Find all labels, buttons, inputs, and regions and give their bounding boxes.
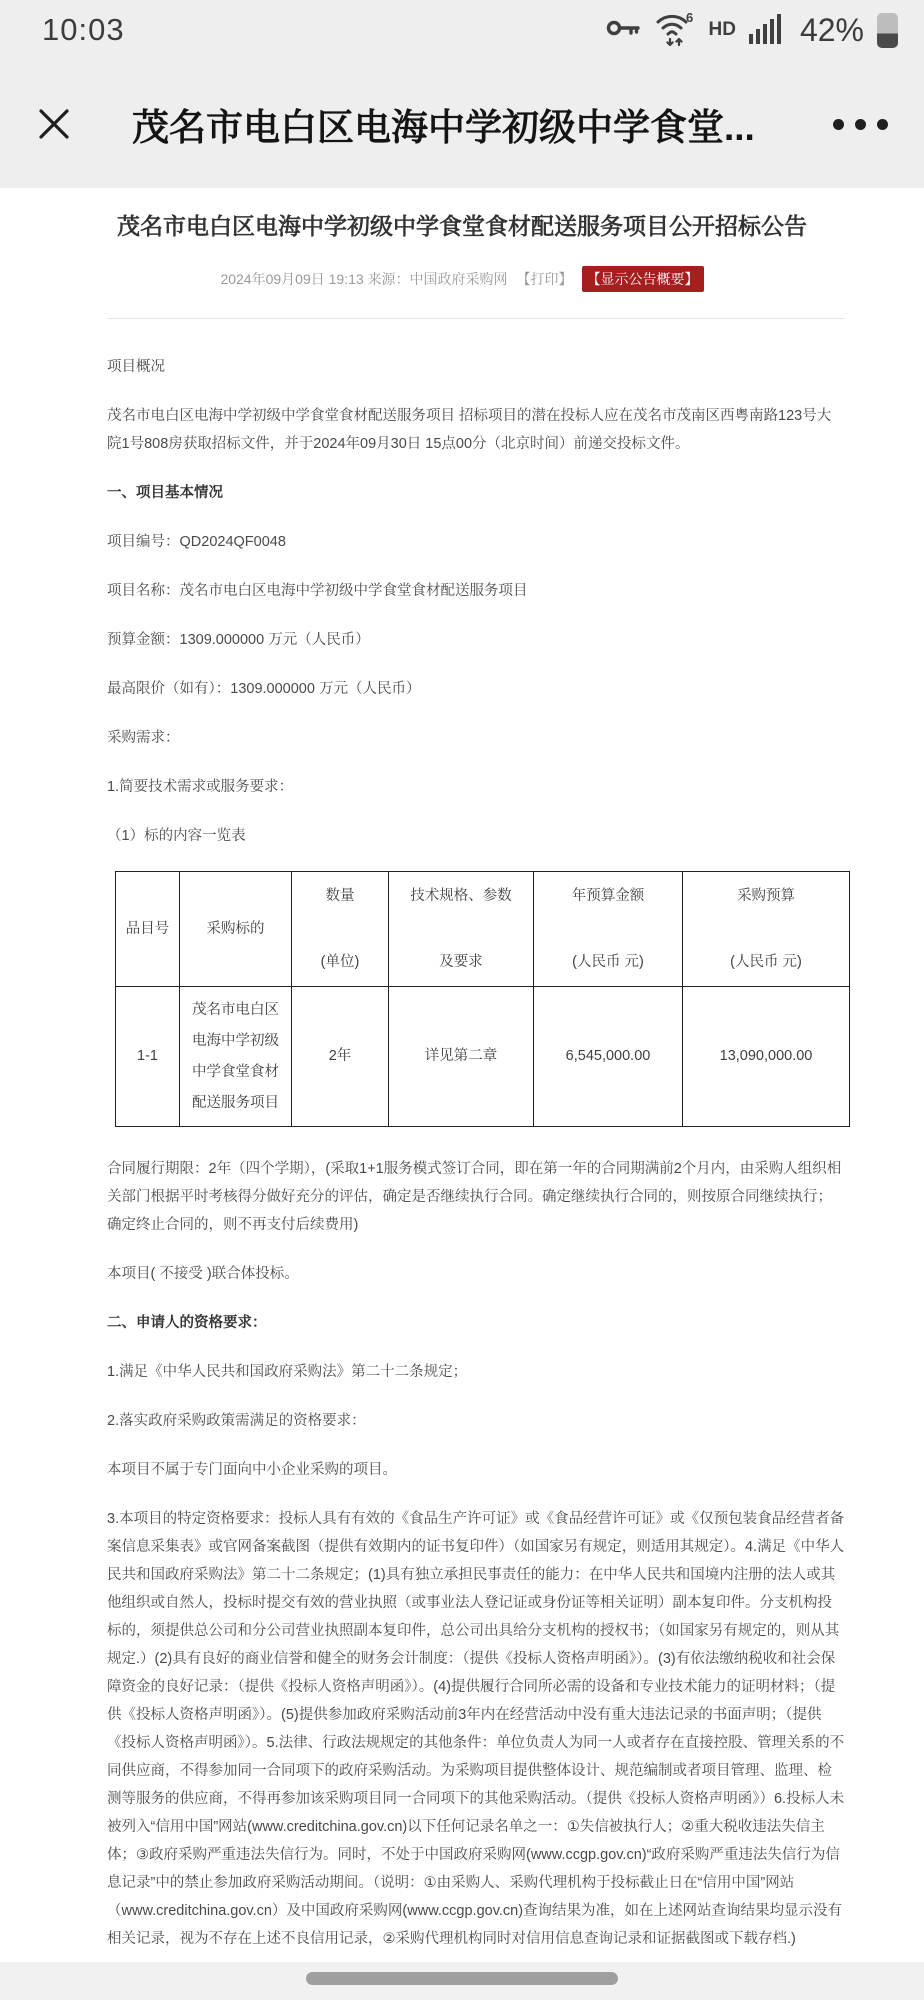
section-heading-basic-info: 一、项目基本情况 [107,485,223,501]
wifi6-icon [654,9,696,52]
status-bar [0,0,924,60]
vpn-key-icon [605,13,641,48]
header-label: 年预算金额 [571,888,645,904]
paragraph-subject-table-label: （1）标的内容一览表 [107,828,246,844]
paragraph-not-sme: 本项目不属于专门面向中小企业采购的项目。 [107,1462,397,1478]
more-dot [855,119,866,130]
page-title-truncated: 茂名市电白区电海中学初级中学食堂... [132,107,755,148]
article-meta-row [0,266,924,292]
col-annual-budget [534,872,683,987]
cell-procurement-budget: 13,090,000.00 [683,987,850,1127]
paragraph-specific-qualification: 3.本项目的特定资格要求：投标人具有有效的《食品生产许可证》或《食品经营许可证》或《仅预包装食品经营者备案信息采集表》或官网备案截图（提供有效期内的证书复印件）（如国家另有规定，则适用其规定）。4.满足《中华人民共和国政府采购法》第二十二条规定；(1)具有独立承担民事责任的能力：在中华人民共和国境内注册的法人或其他组织或自然人，投标时提交有效的营业执照（或事业法人登记证或身份证等相关证明）副本复印件。分支机构投标的，须提供总公司和分公司营业执照副本复印件，总公司出具给分支机构的授权书；（如国家另有规定的，则从其规定.）(2)具有良好的商业信誉和健全的财务会计制度：（提供《投标人资格声明函》）。(3)有依法缴纳税收和社会保障资金的良好记录：（提供《投标人资格声明函》）。(4)提供履行合同所必需的设备和专业技术能力的证明材料；（提供《投标人资格声明函》）。(5)提供参加政府采购活动前3年内在经营活动中没有重大违法记录的书面声明；（提供《投标人资格声明函》）。5.法律、行政法规规定的其他条件：单位负责人为同一人或者存在直接控股、管理关系的不同供应商，不得参加同一合同项下的政府采购活动。为采购项目提供整体设计、规范编制或者项目管理、监理、检测等服务的供应商，不得再参加该采购项目同一合同项下的其他采购活动。（提供《投标人资格声明函》）6.投标人未被列入“信用中国”网站(www.creditchina.gov.cn)以下任何记录名单之一：①失信被执行人；②重大税收违法失信主体；③政府采购严重违法失信行为。同时，不处于中国政府采购网(www.ccgp.gov.cn)“政府采购严重违法失信行为信息记录”中的禁止参加政府采购活动期间。（说明：①由采购人、采购代理机构于投标截止日在“信用中国”网站（www.creditchina.gov.cn）及中国政府采购网(www.ccgp.gov.cn)查询结果为准，如在上述网站查询结果均显示没有相关记录，视为不存在上述不良信用记录，②采购代理机构同时对信用信息查询记录和证据截图或下载存档.) [107,1511,845,1947]
gesture-pill[interactable] [306,1972,618,1985]
browser-nav-bar [0,60,924,188]
paragraph-law-article22: 1.满足《中华人民共和国政府采购法》第二十二条规定； [107,1364,468,1380]
more-dot [877,119,888,130]
hd-badge: HD [708,19,736,40]
paragraph-project-name: 项目名称：茂名市电白区电海中学初级中学食堂食材配送服务项目 [107,583,528,599]
header-label: (人民币 元) [730,954,802,970]
cell-quantity: 2年 [292,987,389,1127]
paragraph-budget-amount: 预算金额：1309.000000 万元（人民币） [107,632,370,648]
paragraph-project-number: 项目编号：QD2024QF0048 [107,534,286,550]
close-button[interactable] [34,104,74,144]
subject-content-table [115,871,850,1127]
show-summary-badge[interactable]: 【显示公告概要】 [582,266,704,292]
header-label: 及要求 [439,954,483,970]
article-title: 茂名市电白区电海中学初级中学食堂食材配送服务项目公开招标公告 [117,213,807,239]
col-quantity [292,872,389,987]
article-body [0,319,924,1953]
paragraph-max-price: 最高限价（如有）：1309.000000 万元（人民币） [107,681,421,697]
header-label: 技术规格、参数 [410,888,512,904]
header-label: 数量 [325,888,355,904]
print-link[interactable]: 【打印】 [516,271,573,287]
paragraph-policy-requirements: 2.落实政府采购政策需满足的资格要求： [107,1413,366,1429]
cell-item-no: 1-1 [116,987,180,1127]
col-subject [180,872,292,987]
paragraph-project-overview-label: 项目概况 [107,359,165,375]
battery-percent: 42% [799,11,864,48]
header-label: 品目号 [125,921,170,937]
signal-bars-icon [749,12,785,49]
svg-text:6: 6 [685,9,693,25]
clock: 10:03 [42,12,125,47]
article-page [0,210,924,1953]
battery-icon [877,13,898,48]
col-spec [389,872,534,987]
header-label: 采购标的 [206,921,265,937]
more-dot [833,119,844,130]
paragraph-consortium: 本项目( 不接受 )联合体投标。 [107,1266,299,1282]
article-meta-text: 2024年09月09日 19:13 来源：中国政府采购网 [220,271,508,287]
paragraph-tech-requirements: 1.简要技术需求或服务要求： [107,779,294,795]
paragraph-contract-period: 合同履行期限：2年（四个学期），(采取1+1服务模式签订合同，即在第一年的合同期满前2个月内，由采购人组织相关部门根据平时考核得分做好充分的评估，确定是否继续执行合同。确定继续执行合同的，则按原合同继续执行；确定终止合同的，则不再支付后续费用) [107,1161,842,1233]
header-label: 采购预算 [737,888,795,904]
status-icons [605,9,899,52]
cell-spec: 详见第二章 [389,987,534,1127]
more-options-button[interactable] [831,111,890,138]
paragraph-project-overview: 茂名市电白区电海中学初级中学食堂食材配送服务项目 招标项目的潜在投标人应在茂名市茂南区西粤南路123号大院1号808房获取招标文件，并于2024年09月30日 15点00分（北京时间）前递交投标文件。 [107,408,832,452]
table-row [116,987,850,1127]
gesture-bar-area [0,1962,924,2000]
col-procurement-budget [683,872,850,987]
table-header-row [116,872,850,987]
paragraph-procurement-demand: 采购需求： [107,730,180,746]
section-heading-qualification: 二、申请人的资格要求： [107,1315,267,1331]
header-label: (人民币 元) [572,954,644,970]
col-item-no [116,872,180,987]
header-label: (单位) [320,954,360,970]
cell-annual-budget: 6,545,000.00 [534,987,683,1127]
cell-subject: 茂名市电白区电海中学初级中学食堂食材配送服务项目 [180,987,292,1127]
